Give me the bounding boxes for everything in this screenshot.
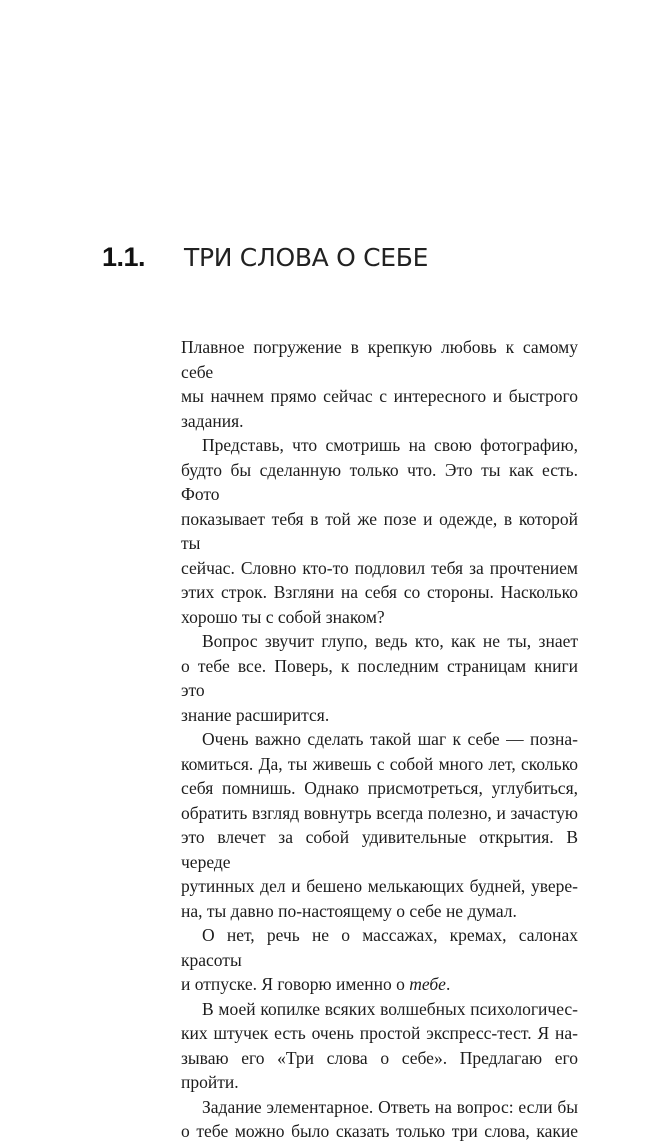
text-line: себя помнишь. Однако присмотреться, углубиться, [181, 778, 578, 798]
text-line: Очень важно сделать такой шаг к себе — позна- [202, 729, 578, 749]
text-fragment: . [445, 974, 451, 994]
text-line: это влечет за собой удивительные открытия. В череде [181, 827, 578, 872]
text-line: этих строк. Взгляни на себя со стороны. Насколько [181, 582, 578, 602]
text-line: комиться. Да, ты живешь с собой много лет, сколько [181, 753, 578, 774]
text-line: Представь, что смотришь на свою фотографию, [202, 435, 578, 455]
text-fragment: и отпуске. Я говорю именно о [181, 974, 410, 994]
text-line: Плавное погружение в крепкую любовь к самому себе [181, 337, 578, 382]
section-title: ТРИ СЛОВА О СЕБЕ [184, 243, 429, 272]
text-line: рутинных дел и бешено мелькающих будней, увере- [181, 876, 578, 896]
section-number: 1.1. [102, 242, 146, 272]
body-text [181, 335, 578, 1144]
text-line: знание расширится. [181, 704, 330, 725]
text-line: задания. [181, 410, 244, 431]
text-line: о тебе все. Поверь, к последним страницам книги это [181, 655, 578, 700]
text-line: о тебе можно было сказать только три слова, какие [181, 1121, 578, 1141]
text-line: зываю его «Три слова о себе». Предлагаю его пройти. [181, 1047, 578, 1092]
text-line: будто бы сделанную только что. Это ты как есть. Фото [181, 459, 578, 504]
text-line: на, ты давно по-настоящему о себе не думал. [181, 900, 517, 921]
text-line: показывает тебя в той же позе и одежде, в которой ты [181, 508, 578, 553]
text-line: В моей копилке всяких волшебных психологичес- [202, 998, 578, 1019]
text-line: хорошо ты с собой знаком? [181, 606, 385, 627]
text-line: Задание элементарное. Ответь на вопрос: если бы [202, 1096, 578, 1117]
text-line: обратить взгляд вовнутрь всегда полезно, и зачастую [181, 802, 578, 823]
text-line: О нет, речь не о массажах, кремах, салонах красоты [181, 925, 578, 970]
text-line: Вопрос звучит глупо, ведь кто, как не ты, знает [202, 631, 578, 651]
section-heading [102, 242, 428, 273]
text-line: ких штучек есть очень простой экспресс-тест. Я на- [181, 1023, 578, 1043]
emphasis-text: тебе [409, 974, 446, 994]
text-line: сейчас. Словно кто-то подловил тебя за прочтением [181, 557, 578, 578]
text-line: мы начнем прямо сейчас с интересного и быстрого [181, 386, 578, 406]
text-line [181, 972, 578, 997]
